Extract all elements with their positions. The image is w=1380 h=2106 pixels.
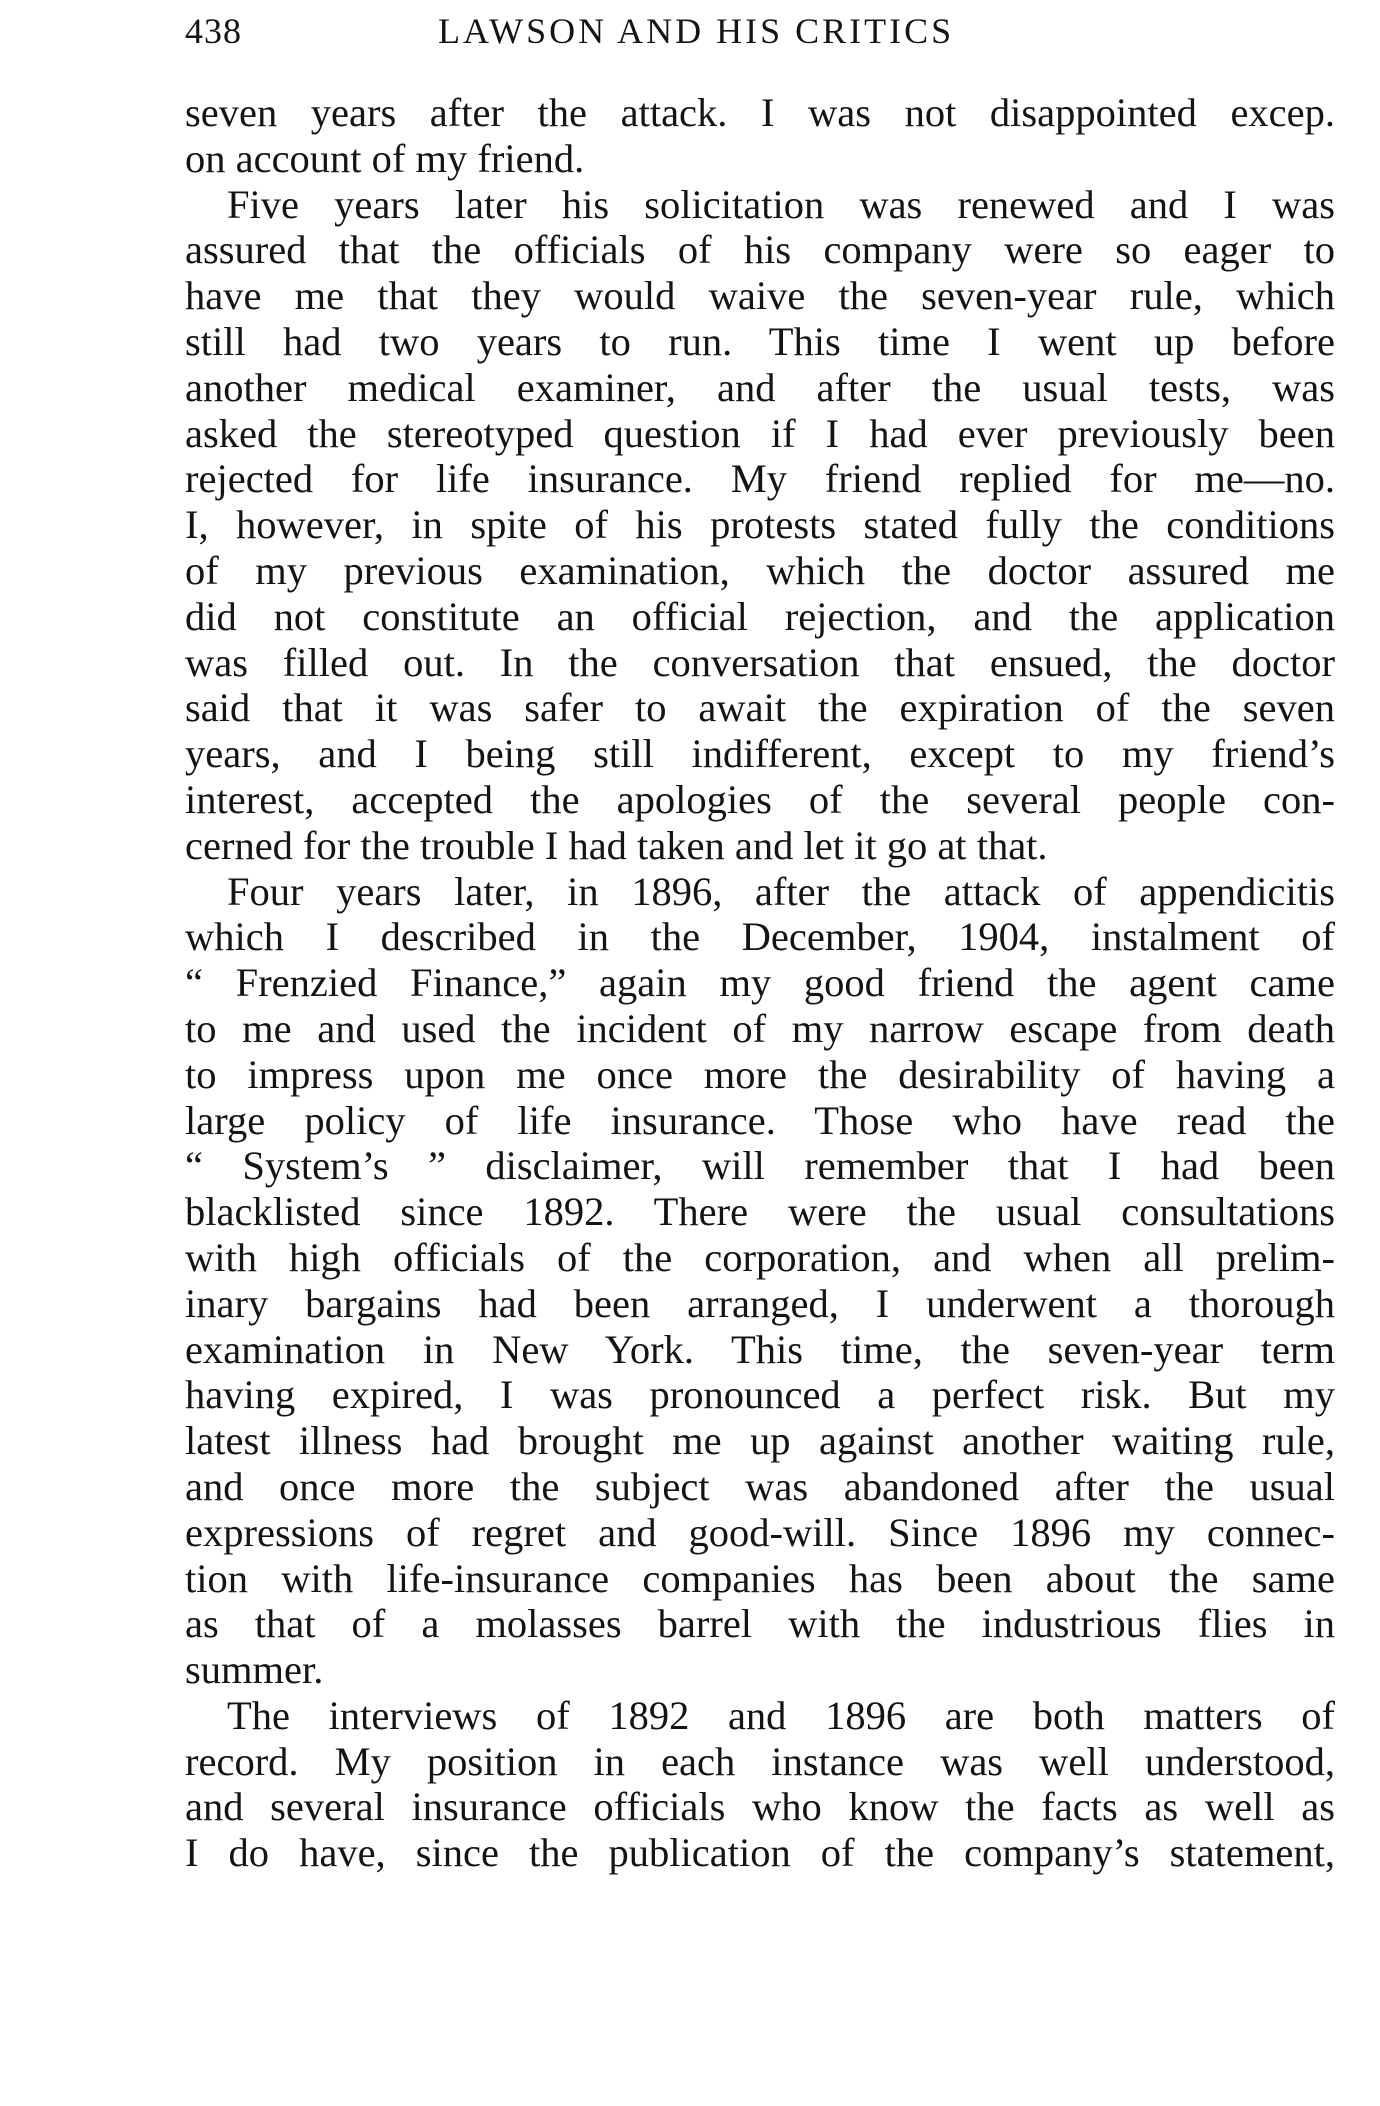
text-line: inary bargains had been arranged, I underwent a thorough xyxy=(185,1280,1335,1326)
text-line: rejected for life insurance. My friend replied for me—no. xyxy=(185,456,1335,502)
text-line: assured that the officials of his company were so eager to xyxy=(185,227,1335,273)
text-line: asked the stereotyped question if I had ever previously been xyxy=(185,410,1335,456)
text-line: still had two years to run. This time I went up before xyxy=(185,318,1335,364)
text-line: cerned for the trouble I had taken and let it go at that. xyxy=(185,822,1048,868)
text-line: having expired, I was pronounced a perfect risk. But my xyxy=(185,1372,1335,1418)
text-line: which I described in the December, 1904, instalment of xyxy=(185,914,1335,960)
text-line: latest illness had brought me up against another waiting rule, xyxy=(185,1418,1335,1464)
text-line: I do have, since the publication of the company’s statement, xyxy=(185,1830,1335,1876)
text-line: did not constitute an official rejection, and the application xyxy=(185,593,1335,639)
text-line: years, and I being still indifferent, except to my friend’s xyxy=(185,731,1335,777)
text-line: to me and used the incident of my narrow escape from death xyxy=(185,1005,1335,1051)
text-line: and several insurance officials who know the facts as well as xyxy=(185,1784,1335,1830)
text-line: I, however, in spite of his protests stated fully the conditions xyxy=(185,502,1335,548)
page-header xyxy=(185,0,1335,90)
text-line: record. My position in each instance was well understood, xyxy=(185,1738,1335,1784)
text-line: as that of a molasses barrel with the industrious flies in xyxy=(185,1601,1335,1647)
text-line: Four years later, in 1896, after the attack of appendicitis xyxy=(227,868,1335,914)
text-line: large policy of life insurance. Those who have read the xyxy=(185,1097,1335,1143)
paragraph-1 xyxy=(185,90,1335,182)
page-number: 438 xyxy=(185,11,242,51)
paragraph-4 xyxy=(185,1693,1335,1876)
text-line: with high officials of the corporation, and when all prelim- xyxy=(185,1234,1335,1280)
text-line: and once more the subject was abandoned after the usual xyxy=(185,1463,1335,1509)
text-line: have me that they would waive the seven-year rule, which xyxy=(185,273,1335,319)
text-line: was filled out. In the conversation that ensued, the doctor xyxy=(185,639,1335,685)
text-line: seven years after the attack. I was not disappointed excep. xyxy=(185,90,1335,135)
text-line: “ System’s ” disclaimer, will remember that I had been xyxy=(185,1143,1335,1189)
text-line: “ Frenzied Finance,” again my good friend the agent came xyxy=(185,960,1335,1006)
text-line: The interviews of 1892 and 1896 are both matters of xyxy=(227,1692,1335,1738)
text-line: another medical examiner, and after the usual tests, was xyxy=(185,364,1335,410)
text-line: interest, accepted the apologies of the several people con- xyxy=(185,776,1335,822)
paragraph-2 xyxy=(185,182,1335,869)
text-line: said that it was safer to await the expiration of the seven xyxy=(185,685,1335,731)
text-line: of my previous examination, which the doctor assured me xyxy=(185,547,1335,593)
body-text xyxy=(185,90,1335,1876)
book-page xyxy=(185,0,1335,1876)
text-line: to impress upon me once more the desirability of having a xyxy=(185,1051,1335,1097)
text-line: tion with life-insurance companies has been about the same xyxy=(185,1555,1335,1601)
text-line: on account of my friend. xyxy=(185,135,585,181)
text-line: expressions of regret and good-will. Since 1896 my connec- xyxy=(185,1509,1335,1555)
text-line: summer. xyxy=(185,1647,324,1693)
running-title: LAWSON AND HIS CRITICS xyxy=(438,11,955,51)
paragraph-3 xyxy=(185,869,1335,1693)
text-line: blacklisted since 1892. There were the usual consultations xyxy=(185,1189,1335,1235)
text-line: Five years later his solicitation was renewed and I was xyxy=(227,181,1335,227)
text-line: examination in New York. This time, the seven-year term xyxy=(185,1326,1335,1372)
